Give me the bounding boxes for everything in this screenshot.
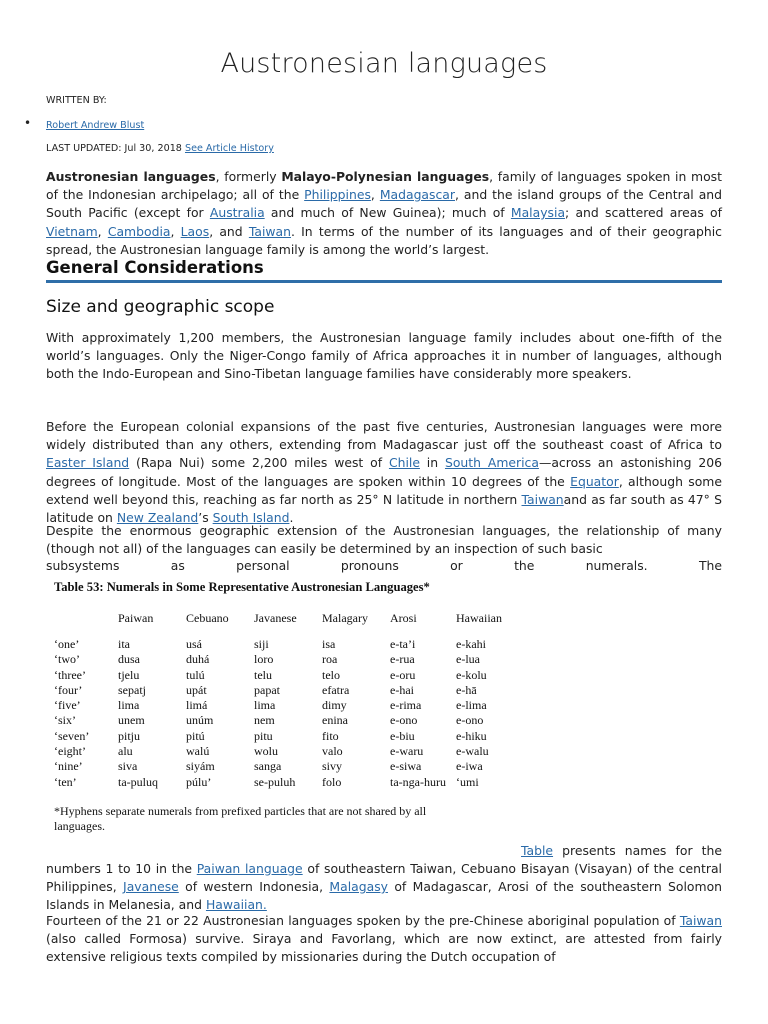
table-cell: e-iwa: [456, 759, 483, 774]
table-row: [54, 683, 526, 698]
paragraph-table-ref: [46, 860, 722, 915]
link-malagasy[interactable]: Malagasy: [329, 879, 388, 895]
link-chile[interactable]: Chile: [388, 455, 420, 471]
table-cell: ta-nga-huru: [390, 774, 446, 789]
paragraph-taiwan: [46, 912, 722, 967]
table-cell: alu: [118, 744, 133, 759]
table-cell: folo: [322, 774, 342, 789]
table-header-row: [54, 611, 526, 637]
table-cell: ita: [118, 637, 130, 651]
word: personal: [236, 558, 290, 573]
link-south-island[interactable]: South Island: [212, 510, 290, 526]
table-cell: sivy: [322, 759, 343, 774]
table-cell: pitu: [254, 728, 273, 743]
link-madagascar[interactable]: Madagascar: [379, 187, 455, 203]
word: numerals.: [585, 558, 648, 573]
para-text: —across an astonishing 206 degrees of longitude. Most of the languages are spoken within 10 degrees of the: [46, 455, 722, 489]
table-row: [54, 759, 526, 774]
table-cell: e-kahi: [456, 637, 486, 651]
table-row: [54, 775, 526, 790]
intro-text: and much of New Guinea); much of: [264, 205, 511, 221]
word: the: [701, 843, 722, 858]
intro-text: , formerly: [215, 169, 282, 184]
table-footnote: *Hyphens separate numerals from prefixed particles that are not shared by all languages.: [54, 803, 427, 833]
table-cell: e-hiku: [456, 728, 487, 743]
written-by-label: WRITTEN BY:: [46, 95, 107, 106]
link-taiwan[interactable]: Taiwan: [248, 223, 291, 239]
link-laos[interactable]: Laos: [180, 223, 210, 239]
table-cell: e-lima: [456, 698, 487, 713]
former-name-bold: Malayo-Polynesian languages: [281, 169, 490, 184]
table-cell: siyám: [186, 759, 215, 774]
table-cell: e-ono: [456, 713, 484, 728]
table-cell: e-biu: [390, 728, 415, 743]
table-row: [54, 637, 526, 652]
link-malaysia[interactable]: Malaysia: [510, 205, 566, 221]
table-cell: e-siwa: [390, 759, 422, 774]
intro-text: , and: [209, 223, 249, 239]
table-cell: loro: [254, 652, 274, 667]
link-easter-island[interactable]: Easter Island: [46, 455, 130, 471]
page-title: Austronesian languages: [220, 48, 548, 79]
paragraph-relationship: Despite the enormous geographic extension of the Austronesian languages, the relationship of many (though not all) of the languages can easily be determined by an inspection of such basic: [46, 523, 722, 557]
subsection-heading: Size and geographic scope: [46, 297, 275, 317]
table-cell: lima: [118, 698, 140, 713]
table-cell: ‘four’: [54, 682, 83, 697]
table-cell: e-rua: [390, 652, 415, 667]
table-cell: unúm: [186, 713, 214, 728]
word: the: [514, 558, 535, 573]
table-cell: ‘two’: [54, 652, 80, 667]
column-header: Hawaiian: [456, 611, 502, 625]
table-cell: walú: [186, 744, 210, 759]
column-header: Malagary: [322, 611, 368, 625]
column-header: Javanese: [254, 611, 297, 625]
table-cell: upát: [186, 682, 207, 697]
link-south-america[interactable]: South America: [444, 455, 539, 471]
table-cell: e-ono: [390, 713, 418, 728]
table-cell: valo: [322, 744, 343, 759]
table-ref-line: [521, 843, 722, 858]
table-row: [54, 652, 526, 667]
numerals-table: [54, 611, 526, 790]
table-cell: dimy: [322, 698, 347, 713]
table-cell: enina: [322, 713, 348, 728]
table-cell: papat: [254, 682, 280, 697]
table-body: [54, 637, 526, 790]
column-header: [54, 611, 118, 637]
table-cell: se-puluh: [254, 774, 296, 789]
para-text: of southeastern Taiwan, Cebuano Bisayan (Visayan) of the central Philippines,: [46, 861, 722, 895]
table-cell: pitú: [186, 728, 205, 743]
section-heading: General Considerations: [46, 258, 264, 277]
para-text: , although some extend well beyond this, reaching as far north as 25° N latitude in northern: [46, 473, 722, 507]
table-row: [54, 668, 526, 683]
word: subsystems: [46, 558, 120, 573]
table-cell: ‘three’: [54, 667, 86, 682]
para-text: in: [419, 455, 445, 471]
table-cell: púlu’: [186, 774, 212, 789]
section-divider: [46, 280, 722, 283]
table-row: [54, 744, 526, 759]
table-caption: Table 53: Numerals in Some Representative Austronesian Languages*: [54, 580, 430, 594]
column-header: Paiwan: [118, 611, 154, 625]
table-cell: ‘one’: [54, 637, 80, 651]
table-cell: e-kolu: [456, 667, 487, 682]
table-cell: duhá: [186, 652, 210, 667]
link-javanese[interactable]: Javanese: [123, 879, 179, 895]
intro-text: , family of languages spoken in most of the Indonesian archipelago; all of the: [46, 169, 722, 203]
intro-text: ,: [370, 187, 380, 203]
table-cell: telu: [254, 667, 272, 682]
para-text: (Rapa Nui) some 2,200 miles west of: [129, 455, 389, 471]
word: for: [675, 843, 693, 858]
table-cell: usá: [186, 637, 202, 651]
table-cell: e-walu: [456, 744, 489, 759]
para-text: .: [289, 510, 294, 526]
table-row: [54, 729, 526, 744]
table-row: [54, 713, 526, 728]
link-hawaiian[interactable]: Hawaiian.: [205, 897, 267, 913]
table-cell: pitju: [118, 728, 141, 743]
table-cell: telo: [322, 667, 340, 682]
table-cell: roa: [322, 652, 338, 667]
link-equator[interactable]: Equator: [570, 473, 619, 489]
para-text: and as far south as 47° S latitude on: [46, 491, 722, 526]
para-text: (also called Formosa) survive. Siraya and Favorlang, which are now extinct, are attested from fairly extensive religious texts compiled by missionaries during the Dutch occupation of: [46, 931, 722, 965]
intro-paragraph: [46, 168, 722, 259]
table-cell: e-lua: [456, 652, 480, 667]
para-text: of Madagascar, Arosi of the southeastern Solomon Islands in Melanesia, and: [46, 879, 722, 913]
table-cell: lima: [254, 698, 276, 713]
table-cell: limá: [186, 698, 208, 713]
intro-text: ; and scattered areas of: [565, 205, 722, 221]
table-cell: e-hā: [456, 682, 477, 697]
word: presents: [562, 843, 616, 858]
author-link[interactable]: Robert Andrew Blust: [46, 120, 145, 131]
table-cell: tulú: [186, 667, 205, 682]
link-taiwan-2[interactable]: Taiwan: [521, 491, 564, 507]
justified-line: [46, 558, 722, 573]
article-history-link[interactable]: See Article History: [184, 143, 274, 154]
para-text: ’s: [198, 510, 213, 526]
word: pronouns: [340, 558, 399, 573]
para-text: numbers 1 to 10 in the: [46, 861, 197, 876]
table-cell: dusa: [118, 652, 140, 667]
table-cell: unem: [118, 713, 145, 728]
table-cell: ‘five’: [54, 698, 81, 713]
table-cell: siva: [118, 759, 138, 774]
table-cell: ‘eight’: [54, 744, 86, 759]
last-updated-text: LAST UPDATED: Jul 30, 2018: [46, 143, 182, 154]
table-cell: e-waru: [390, 744, 424, 759]
intro-text: , and the island groups of the Central and South Pacific (except for: [46, 187, 722, 221]
table-cell: e-hai: [390, 682, 414, 697]
link-new-zealand[interactable]: New Zealand: [116, 510, 199, 526]
intro-text: ,: [97, 223, 108, 239]
table-cell: ‘seven’: [54, 728, 90, 743]
para-text: Before the European colonial expansions of the past five centuries, Austronesian languages were more widely distributed than any others, extending from Madagascar just off the southeast coast of Africa to: [46, 419, 722, 453]
word: names: [624, 843, 667, 858]
column-header: Arosi: [390, 611, 417, 625]
link-paiwan-language[interactable]: Paiwan language: [196, 861, 303, 876]
table-cell: e-oru: [390, 667, 416, 682]
numerals-table-image: [54, 580, 534, 834]
last-updated: [46, 143, 274, 154]
table-cell: ‘ten’: [54, 774, 77, 789]
intro-text: . In terms of the number of its languages and of their geographic spread, the Austronesian language family is among the world’s largest.: [46, 223, 722, 257]
table-cell: siji: [254, 637, 269, 651]
table-cell: e-rima: [390, 698, 422, 713]
paragraph-size: With approximately 1,200 members, the Austronesian language family includes about one-fifth of the world’s languages. Only the Niger-Congo family of Africa approaches it in number of languages, although both the Indo-European and Sino-Tibetan language families have considerably more speakers.: [46, 330, 722, 382]
bullet-glyph: •: [24, 116, 32, 130]
word: or: [450, 558, 463, 573]
table-cell: fito: [322, 728, 339, 743]
term-bold: Austronesian languages: [46, 169, 216, 184]
link-vietnam[interactable]: Vietnam: [46, 223, 98, 239]
table-cell: sepatj: [118, 682, 146, 697]
table-cell: efatra: [322, 682, 350, 697]
table-cell: ‘nine’: [54, 759, 83, 774]
para-text: Fourteen of the 21 or 22 Austronesian languages spoken by the pre-Chinese aboriginal population of: [46, 913, 680, 928]
table-cell: sanga: [254, 759, 282, 774]
paragraph-distribution: [46, 418, 722, 527]
table-cell: ta-puluq: [118, 774, 158, 789]
link-cambodia[interactable]: Cambodia: [107, 223, 171, 239]
table-cell: nem: [254, 713, 275, 728]
intro-text: ,: [170, 223, 181, 239]
table-cell: tjelu: [118, 667, 140, 682]
word: as: [170, 558, 185, 573]
link-taiwan-3[interactable]: Taiwan: [679, 913, 722, 928]
table-cell: e-ta’i: [390, 637, 416, 651]
table-cell: wolu: [254, 744, 278, 759]
link-table[interactable]: Table: [521, 843, 554, 858]
table-cell: ‘six’: [54, 713, 76, 728]
table-cell: ʻumi: [456, 774, 479, 789]
word: The: [698, 558, 722, 573]
table-row: [54, 698, 526, 713]
para-text: of western Indonesia,: [178, 879, 330, 895]
link-australia[interactable]: Australia: [209, 205, 265, 221]
table-cell: isa: [322, 637, 336, 651]
link-philippines[interactable]: Philippines: [304, 187, 371, 203]
column-header: Cebuano: [186, 611, 229, 625]
